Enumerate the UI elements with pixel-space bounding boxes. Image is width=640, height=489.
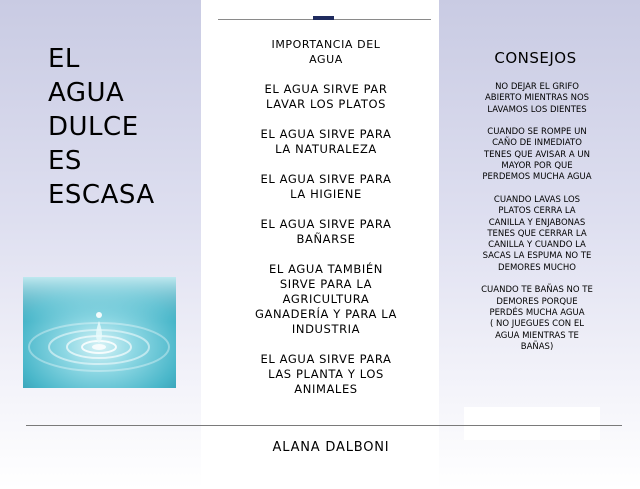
importance-item: EL AGUA SIRVE PAR LAVAR LOS PLATOS — [264, 82, 388, 111]
bottom-divider — [26, 425, 622, 426]
importance-item: EL AGUA SIRVE PARA BAÑARSE — [260, 217, 392, 246]
importance-heading: IMPORTANCIA DEL AGUA — [271, 38, 381, 66]
importance-item: EL AGUA SIRVE PARA LAS PLANTA Y LOS ANIMALES — [260, 352, 392, 396]
tips-heading: CONSEJOS — [494, 49, 577, 67]
importance-item: EL AGUA TAMBIÉN SIRVE PARA LA AGRICULTURA GANADERÍA Y PARA LA INDUSTRIA — [254, 262, 397, 336]
cover-title: EL AGUA DULCE ES ESCASA — [48, 44, 155, 210]
tip-item: NO DEJAR EL GRIFO ABIERTO MIENTRAS NOS LAVAMOS LOS DIENTES — [484, 82, 590, 115]
blank-box — [464, 407, 600, 440]
importance-item: EL AGUA SIRVE PARA LA HIGIENE — [260, 172, 392, 201]
accent-mark — [313, 16, 334, 20]
water-drop-image — [23, 277, 176, 388]
importance-section — [229, 37, 423, 412]
tip-item: CUANDO TE BAÑAS NO TE DEMORES PORQUE PERDÉS MUCHA AGUA ( NO JUEGUES CON EL AGUA MIENTRAS TE BAÑAS) — [481, 285, 593, 352]
importance-item: EL AGUA SIRVE PARA LA NATURALEZA — [260, 127, 392, 156]
tips-section — [470, 82, 604, 364]
tip-item: CUANDO SE ROMPE UN CAÑO DE INMEDIATO TENES QUE AVISAR A UN MAYOR POR QUE PERDEMOS MUCHA AGUA — [482, 127, 592, 183]
author-name: ALANA DALBONI — [272, 440, 390, 455]
tip-item: CUANDO LAVAS LOS PLATOS CERRA LA CANILLA Y ENJABONAS TENES QUE CERRAR LA CANILLA Y CUANDO LA SACAS LA ESPUMA NO TE DEMORES MUCHO — [482, 194, 592, 273]
